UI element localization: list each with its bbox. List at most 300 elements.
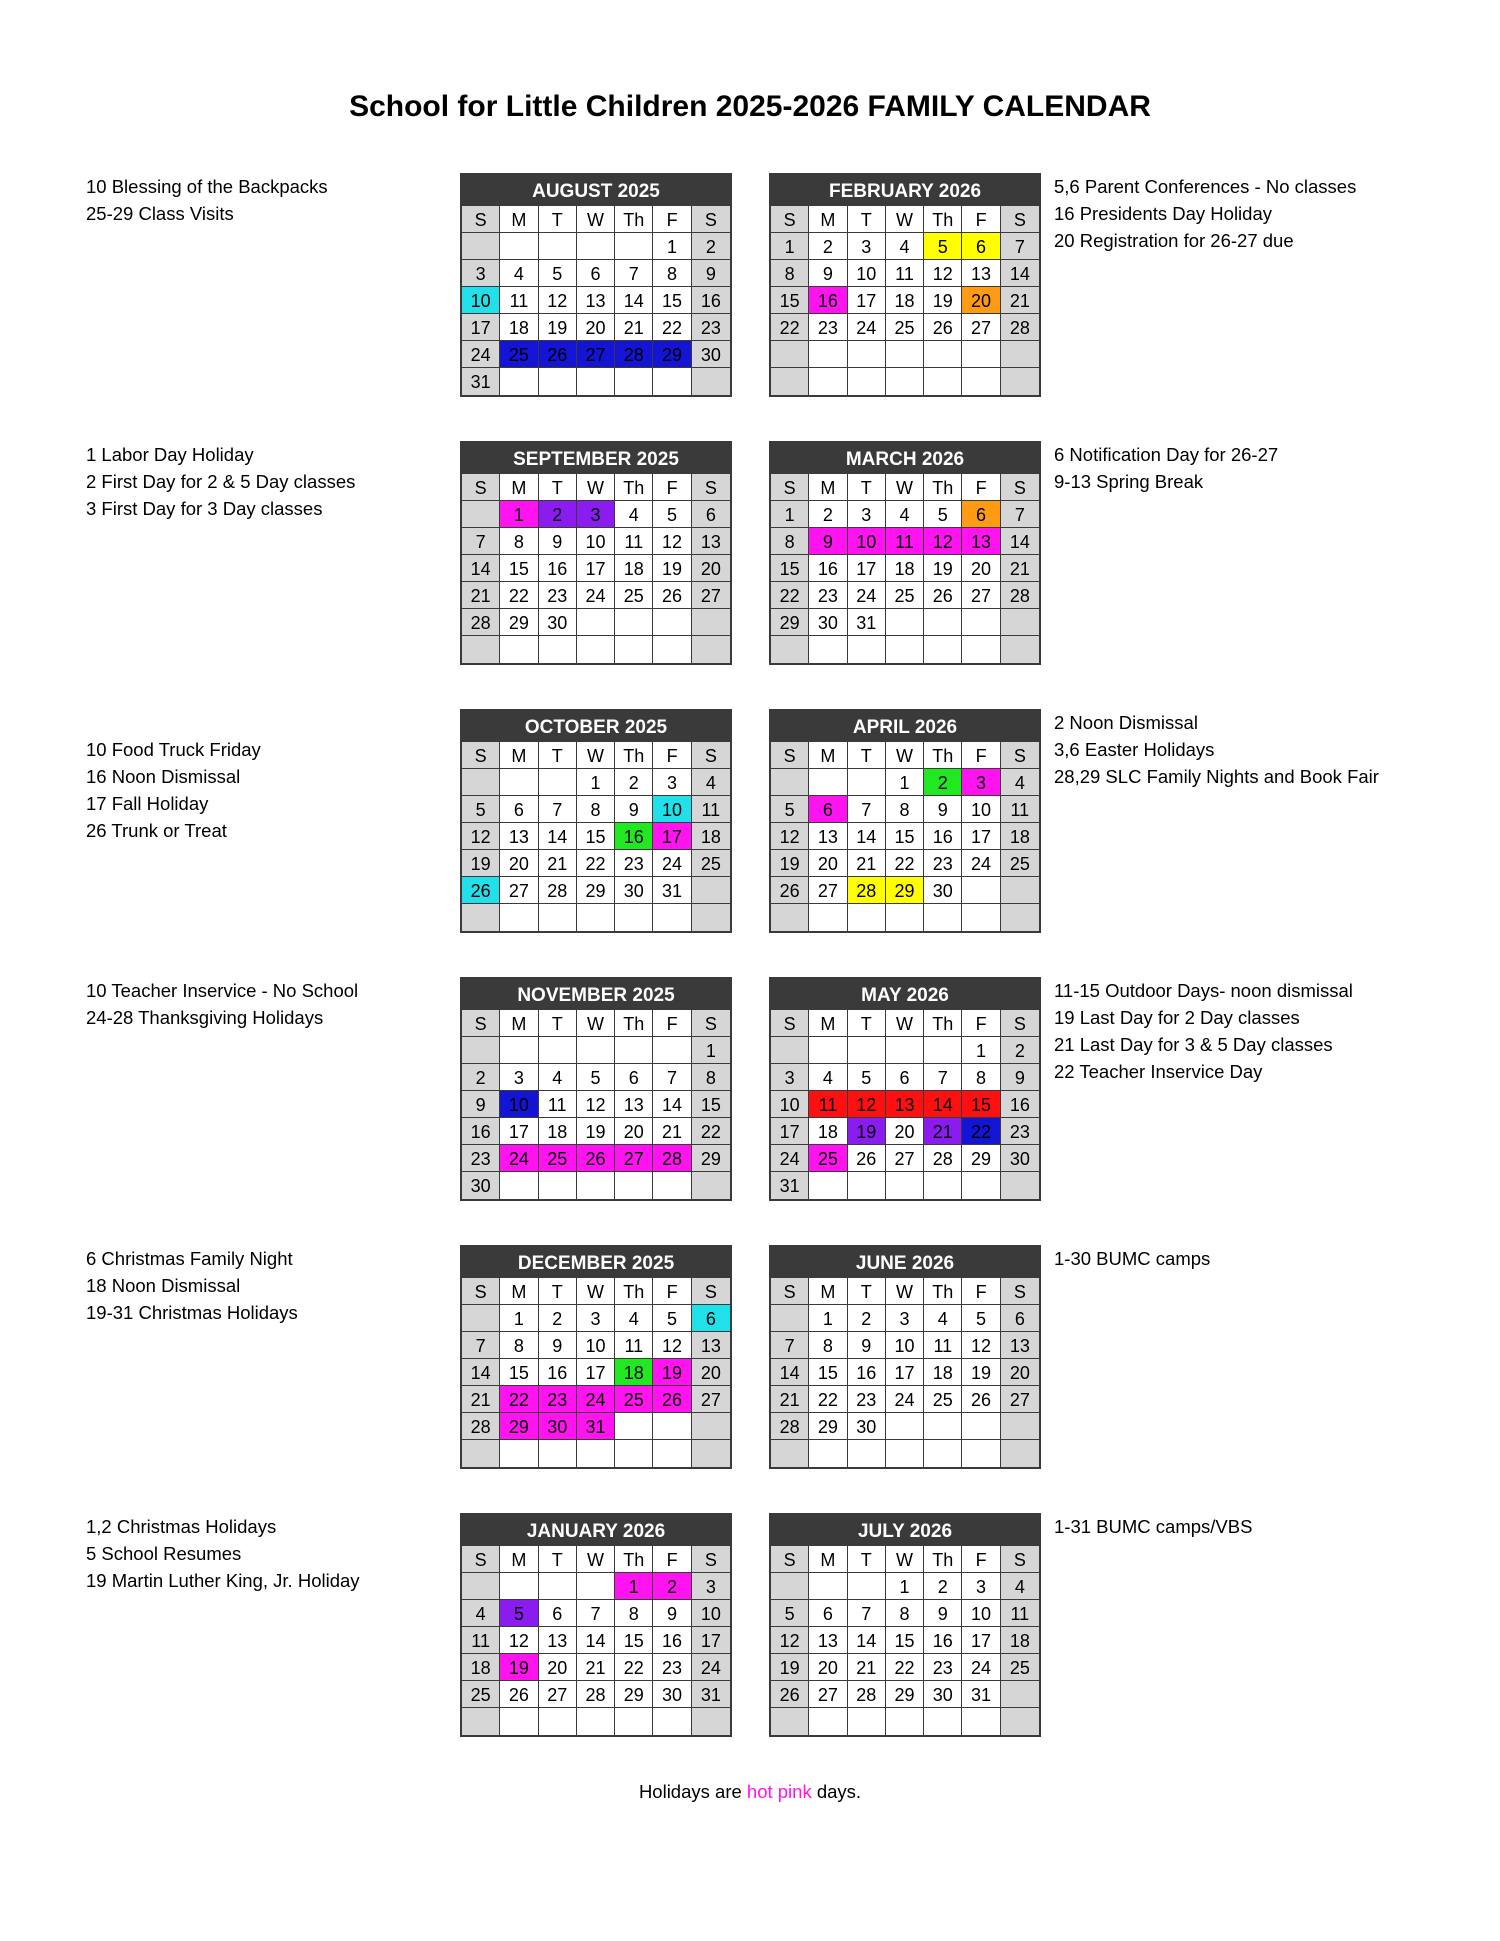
day-cell: 3	[577, 1305, 615, 1332]
day-cell: 30	[692, 341, 730, 368]
month-grid	[462, 1010, 730, 1199]
event-note: 5,6 Parent Conferences - No classes	[1054, 176, 1357, 197]
event-note: 1 Labor Day Holiday	[86, 444, 254, 465]
event-note: 19 Last Day for 2 Day classes	[1054, 1007, 1300, 1028]
day-cell-highlighted: 14	[924, 1091, 962, 1118]
day-cell: 20	[500, 850, 538, 877]
day-cell: 22	[500, 582, 538, 609]
empty-cell	[462, 1037, 500, 1064]
day-cell-highlighted: 27	[615, 1145, 653, 1172]
weekday-header: M	[809, 1546, 847, 1573]
empty-cell	[809, 1573, 847, 1600]
day-cell: 10	[962, 796, 1000, 823]
day-cell: 22	[809, 1386, 847, 1413]
month-grid	[462, 1278, 730, 1467]
weekday-header: S	[1001, 1278, 1039, 1305]
weekday-header: S	[692, 742, 730, 769]
day-cell: 20	[539, 1654, 577, 1681]
day-cell: 26	[848, 1145, 886, 1172]
day-cell: 18	[924, 1359, 962, 1386]
day-cell: 26	[771, 877, 809, 904]
day-cell: 13	[809, 1627, 847, 1654]
weekday-header: S	[1001, 206, 1039, 233]
event-note: 11-15 Outdoor Days- noon dismissal	[1054, 980, 1353, 1001]
day-cell: 30	[653, 1681, 691, 1708]
day-cell-highlighted: 26	[653, 1386, 691, 1413]
weekday-header: W	[577, 206, 615, 233]
empty-cell	[539, 368, 577, 395]
day-cell-highlighted: 6	[809, 796, 847, 823]
day-cell: 28	[577, 1681, 615, 1708]
weekday-header: M	[809, 742, 847, 769]
empty-cell	[962, 904, 1000, 931]
day-cell: 14	[539, 823, 577, 850]
day-cell: 4	[924, 1305, 962, 1332]
weekday-header: F	[653, 742, 691, 769]
day-cell: 17	[692, 1627, 730, 1654]
event-note: 6 Notification Day for 26-27	[1054, 444, 1279, 465]
empty-cell	[924, 1440, 962, 1467]
weekday-header: S	[692, 206, 730, 233]
day-cell: 19	[771, 1654, 809, 1681]
day-cell: 16	[848, 1359, 886, 1386]
weekday-header: T	[848, 1278, 886, 1305]
empty-cell	[886, 1172, 924, 1199]
empty-cell	[771, 1305, 809, 1332]
day-cell: 24	[462, 341, 500, 368]
day-cell: 7	[848, 1600, 886, 1627]
day-cell-highlighted: 24	[577, 1386, 615, 1413]
event-note: 10 Food Truck Friday	[86, 739, 261, 760]
day-cell: 17	[886, 1359, 924, 1386]
weekday-header: M	[809, 1010, 847, 1037]
empty-cell	[962, 341, 1000, 368]
month-grid	[462, 474, 730, 663]
day-cell: 25	[692, 850, 730, 877]
weekday-header: T	[539, 1546, 577, 1573]
day-cell: 9	[924, 1600, 962, 1627]
day-cell: 26	[924, 582, 962, 609]
day-cell-highlighted: 22	[962, 1118, 1000, 1145]
day-cell-highlighted: 2	[539, 501, 577, 528]
weekday-header: W	[577, 742, 615, 769]
event-note: 10 Teacher Inservice - No School	[86, 980, 359, 1001]
events-right	[1054, 1245, 1426, 1272]
month-pair-block	[86, 173, 1426, 427]
empty-cell	[577, 1573, 615, 1600]
day-cell-highlighted: 2	[924, 769, 962, 796]
month-grid	[771, 1278, 1039, 1467]
empty-cell	[924, 904, 962, 931]
month-pair-block	[86, 1245, 1426, 1499]
empty-cell	[924, 1708, 962, 1735]
empty-cell	[500, 769, 538, 796]
day-cell: 11	[500, 287, 538, 314]
day-cell: 14	[577, 1627, 615, 1654]
legend-text-before: Holidays are	[638, 1781, 747, 1802]
weekday-header: W	[577, 1546, 615, 1573]
day-cell: 23	[924, 850, 962, 877]
day-cell: 22	[771, 582, 809, 609]
empty-cell	[848, 1708, 886, 1735]
day-cell: 1	[653, 233, 691, 260]
empty-cell	[1001, 1172, 1039, 1199]
weekday-header: F	[962, 1278, 1000, 1305]
day-cell-highlighted: 28	[848, 877, 886, 904]
day-cell: 30	[462, 1172, 500, 1199]
empty-cell	[615, 1413, 653, 1440]
day-cell: 6	[886, 1064, 924, 1091]
weekday-header: S	[692, 1278, 730, 1305]
day-cell: 13	[1001, 1332, 1039, 1359]
events-left	[86, 173, 446, 227]
day-cell: 18	[539, 1118, 577, 1145]
day-cell: 4	[615, 501, 653, 528]
day-cell: 23	[1001, 1118, 1039, 1145]
empty-cell	[653, 1037, 691, 1064]
day-cell: 14	[462, 1359, 500, 1386]
day-cell-highlighted: 31	[577, 1413, 615, 1440]
day-cell: 14	[1001, 260, 1039, 287]
day-cell: 20	[615, 1118, 653, 1145]
event-note: 25-29 Class Visits	[86, 203, 234, 224]
day-cell: 31	[462, 368, 500, 395]
empty-cell	[924, 341, 962, 368]
month-calendar	[460, 1513, 732, 1737]
empty-cell	[1001, 1681, 1039, 1708]
empty-cell	[500, 233, 538, 260]
day-cell: 21	[615, 314, 653, 341]
day-cell: 15	[500, 1359, 538, 1386]
day-cell: 23	[462, 1145, 500, 1172]
day-cell: 31	[692, 1681, 730, 1708]
day-cell: 5	[924, 501, 962, 528]
weekday-header: Th	[924, 1278, 962, 1305]
month-title: FEBRUARY 2026	[771, 175, 1039, 206]
empty-cell	[500, 1172, 538, 1199]
day-cell-highlighted: 11	[809, 1091, 847, 1118]
day-cell: 20	[886, 1118, 924, 1145]
empty-cell	[771, 368, 809, 395]
day-cell-highlighted: 26	[539, 341, 577, 368]
empty-cell	[962, 1413, 1000, 1440]
day-cell: 15	[771, 555, 809, 582]
day-cell: 15	[500, 555, 538, 582]
day-cell: 8	[809, 1332, 847, 1359]
empty-cell	[771, 1573, 809, 1600]
day-cell-highlighted: 6	[962, 501, 1000, 528]
empty-cell	[462, 1708, 500, 1735]
weekday-header: T	[848, 1010, 886, 1037]
day-cell: 1	[886, 769, 924, 796]
empty-cell	[615, 636, 653, 663]
empty-cell	[848, 341, 886, 368]
legend-footer	[0, 1781, 1500, 1803]
empty-cell	[539, 1708, 577, 1735]
empty-cell	[539, 636, 577, 663]
day-cell: 5	[848, 1064, 886, 1091]
day-cell: 17	[577, 1359, 615, 1386]
day-cell: 28	[771, 1413, 809, 1440]
day-cell: 13	[692, 528, 730, 555]
day-cell: 1	[809, 1305, 847, 1332]
empty-cell	[848, 1573, 886, 1600]
day-cell: 6	[809, 1600, 847, 1627]
day-cell: 25	[1001, 850, 1039, 877]
day-cell-highlighted: 10	[500, 1091, 538, 1118]
day-cell: 20	[1001, 1359, 1039, 1386]
empty-cell	[500, 1037, 538, 1064]
day-cell: 21	[539, 850, 577, 877]
event-note: 3,6 Easter Holidays	[1054, 739, 1215, 760]
day-cell: 26	[924, 314, 962, 341]
day-cell: 24	[848, 582, 886, 609]
day-cell: 29	[886, 1681, 924, 1708]
empty-cell	[848, 1037, 886, 1064]
empty-cell	[1001, 1708, 1039, 1735]
day-cell: 28	[539, 877, 577, 904]
empty-cell	[1001, 341, 1039, 368]
day-cell: 21	[1001, 287, 1039, 314]
event-note: 10 Blessing of the Backpacks	[86, 176, 328, 197]
day-cell: 10	[577, 1332, 615, 1359]
day-cell-highlighted: 12	[924, 528, 962, 555]
day-cell: 1	[771, 233, 809, 260]
day-cell: 7	[539, 796, 577, 823]
empty-cell	[615, 1440, 653, 1467]
empty-cell	[653, 1413, 691, 1440]
empty-cell	[462, 501, 500, 528]
events-right	[1054, 173, 1426, 254]
day-cell: 2	[539, 1305, 577, 1332]
day-cell: 20	[809, 1654, 847, 1681]
day-cell: 22	[771, 314, 809, 341]
day-cell: 11	[615, 1332, 653, 1359]
event-note: 16 Noon Dismissal	[86, 766, 241, 787]
day-cell: 6	[500, 796, 538, 823]
day-cell: 27	[962, 314, 1000, 341]
day-cell: 21	[653, 1118, 691, 1145]
day-cell: 26	[771, 1681, 809, 1708]
day-cell: 14	[771, 1359, 809, 1386]
weekday-header: M	[809, 1278, 847, 1305]
day-cell: 11	[539, 1091, 577, 1118]
weekday-header: F	[653, 1010, 691, 1037]
day-cell: 18	[886, 555, 924, 582]
empty-cell	[886, 609, 924, 636]
empty-cell	[577, 609, 615, 636]
weekday-header: S	[1001, 474, 1039, 501]
empty-cell	[462, 769, 500, 796]
month-title: JANUARY 2026	[462, 1515, 730, 1546]
weekday-header: S	[771, 1010, 809, 1037]
day-cell-highlighted: 28	[615, 341, 653, 368]
day-cell: 8	[615, 1600, 653, 1627]
day-cell: 13	[692, 1332, 730, 1359]
day-cell: 28	[1001, 314, 1039, 341]
events-left	[86, 736, 446, 844]
empty-cell	[462, 636, 500, 663]
empty-cell	[500, 368, 538, 395]
day-cell: 25	[924, 1386, 962, 1413]
weekday-header: S	[1001, 742, 1039, 769]
day-cell-highlighted: 6	[692, 1305, 730, 1332]
day-cell-highlighted: 12	[848, 1091, 886, 1118]
empty-cell	[809, 368, 847, 395]
month-calendar	[460, 1245, 732, 1469]
day-cell: 13	[539, 1627, 577, 1654]
month-title: MAY 2026	[771, 979, 1039, 1010]
month-grid	[771, 742, 1039, 931]
events-left	[86, 977, 446, 1031]
month-calendar	[460, 441, 732, 665]
day-cell: 30	[809, 609, 847, 636]
day-cell: 17	[848, 555, 886, 582]
event-note: 28,29 SLC Family Nights and Book Fair	[1054, 766, 1379, 787]
day-cell-highlighted: 5	[924, 233, 962, 260]
day-cell-highlighted: 29	[500, 1413, 538, 1440]
day-cell: 26	[500, 1681, 538, 1708]
day-cell: 8	[653, 260, 691, 287]
day-cell-highlighted: 10	[653, 796, 691, 823]
month-pair-block	[86, 1513, 1426, 1767]
day-cell: 2	[924, 1573, 962, 1600]
day-cell: 19	[577, 1118, 615, 1145]
weekday-header: S	[771, 742, 809, 769]
day-cell: 7	[462, 1332, 500, 1359]
day-cell: 12	[924, 260, 962, 287]
day-cell: 27	[1001, 1386, 1039, 1413]
empty-cell	[771, 1440, 809, 1467]
day-cell: 15	[809, 1359, 847, 1386]
events-left	[86, 1245, 446, 1326]
day-cell-highlighted: 16	[809, 287, 847, 314]
event-note: 20 Registration for 26-27 due	[1054, 230, 1294, 251]
day-cell: 22	[886, 850, 924, 877]
weekday-header: Th	[615, 474, 653, 501]
empty-cell	[886, 1440, 924, 1467]
day-cell: 4	[615, 1305, 653, 1332]
day-cell: 3	[653, 769, 691, 796]
month-calendar	[769, 173, 1041, 397]
empty-cell	[462, 233, 500, 260]
day-cell-highlighted: 15	[962, 1091, 1000, 1118]
event-note: 16 Presidents Day Holiday	[1054, 203, 1272, 224]
day-cell: 27	[539, 1681, 577, 1708]
day-cell: 10	[848, 260, 886, 287]
weekday-header: Th	[924, 1546, 962, 1573]
day-cell: 26	[653, 582, 691, 609]
month-calendar	[769, 1513, 1041, 1737]
empty-cell	[962, 609, 1000, 636]
empty-cell	[848, 368, 886, 395]
weekday-header: T	[848, 1546, 886, 1573]
day-cell: 18	[615, 555, 653, 582]
day-cell-highlighted: 29	[886, 877, 924, 904]
day-cell: 30	[615, 877, 653, 904]
month-grid	[771, 1010, 1039, 1199]
day-cell: 29	[500, 609, 538, 636]
month-calendar	[460, 709, 732, 933]
day-cell: 1	[771, 501, 809, 528]
empty-cell	[539, 1573, 577, 1600]
day-cell: 22	[615, 1654, 653, 1681]
day-cell: 3	[462, 260, 500, 287]
day-cell: 15	[692, 1091, 730, 1118]
day-cell: 5	[962, 1305, 1000, 1332]
day-cell-highlighted: 19	[848, 1118, 886, 1145]
day-cell: 14	[615, 287, 653, 314]
empty-cell	[692, 904, 730, 931]
weekday-header: F	[653, 1546, 691, 1573]
event-note: 3 First Day for 3 Day classes	[86, 498, 323, 519]
weekday-header: M	[500, 1010, 538, 1037]
day-cell: 4	[539, 1064, 577, 1091]
day-cell: 25	[1001, 1654, 1039, 1681]
empty-cell	[577, 904, 615, 931]
day-cell: 17	[962, 823, 1000, 850]
day-cell: 25	[462, 1681, 500, 1708]
day-cell: 19	[962, 1359, 1000, 1386]
day-cell: 27	[809, 877, 847, 904]
weekday-header: W	[886, 1546, 924, 1573]
day-cell: 2	[809, 233, 847, 260]
empty-cell	[539, 769, 577, 796]
month-pair-block	[86, 977, 1426, 1231]
weekday-header: Th	[924, 742, 962, 769]
empty-cell	[692, 368, 730, 395]
day-cell: 7	[1001, 501, 1039, 528]
day-cell: 6	[577, 260, 615, 287]
event-note: 24-28 Thanksgiving Holidays	[86, 1007, 324, 1028]
day-cell-highlighted: 1	[500, 501, 538, 528]
day-cell: 28	[462, 1413, 500, 1440]
empty-cell	[1001, 609, 1039, 636]
empty-cell	[848, 1440, 886, 1467]
day-cell: 16	[539, 1359, 577, 1386]
day-cell: 14	[462, 555, 500, 582]
event-note: 18 Noon Dismissal	[86, 1275, 241, 1296]
empty-cell	[462, 1305, 500, 1332]
month-title: JULY 2026	[771, 1515, 1039, 1546]
weekday-header: M	[500, 1546, 538, 1573]
day-cell-highlighted: 29	[653, 341, 691, 368]
day-cell-highlighted: 5	[500, 1600, 538, 1627]
weekday-header: T	[848, 206, 886, 233]
day-cell: 16	[924, 1627, 962, 1654]
day-cell: 6	[1001, 1305, 1039, 1332]
events-right	[1054, 709, 1426, 790]
day-cell: 13	[615, 1091, 653, 1118]
day-cell: 18	[462, 1654, 500, 1681]
day-cell-highlighted: 27	[577, 341, 615, 368]
day-cell: 29	[962, 1145, 1000, 1172]
day-cell-highlighted: 19	[500, 1654, 538, 1681]
month-title: JUNE 2026	[771, 1247, 1039, 1278]
day-cell: 7	[848, 796, 886, 823]
events-right	[1054, 1513, 1426, 1540]
day-cell: 15	[886, 823, 924, 850]
weekday-header: M	[809, 206, 847, 233]
day-cell-highlighted: 26	[462, 877, 500, 904]
day-cell: 5	[577, 1064, 615, 1091]
weekday-header: W	[577, 1278, 615, 1305]
empty-cell	[848, 636, 886, 663]
empty-cell	[539, 1037, 577, 1064]
day-cell: 16	[924, 823, 962, 850]
weekday-header: M	[809, 474, 847, 501]
day-cell: 11	[615, 528, 653, 555]
